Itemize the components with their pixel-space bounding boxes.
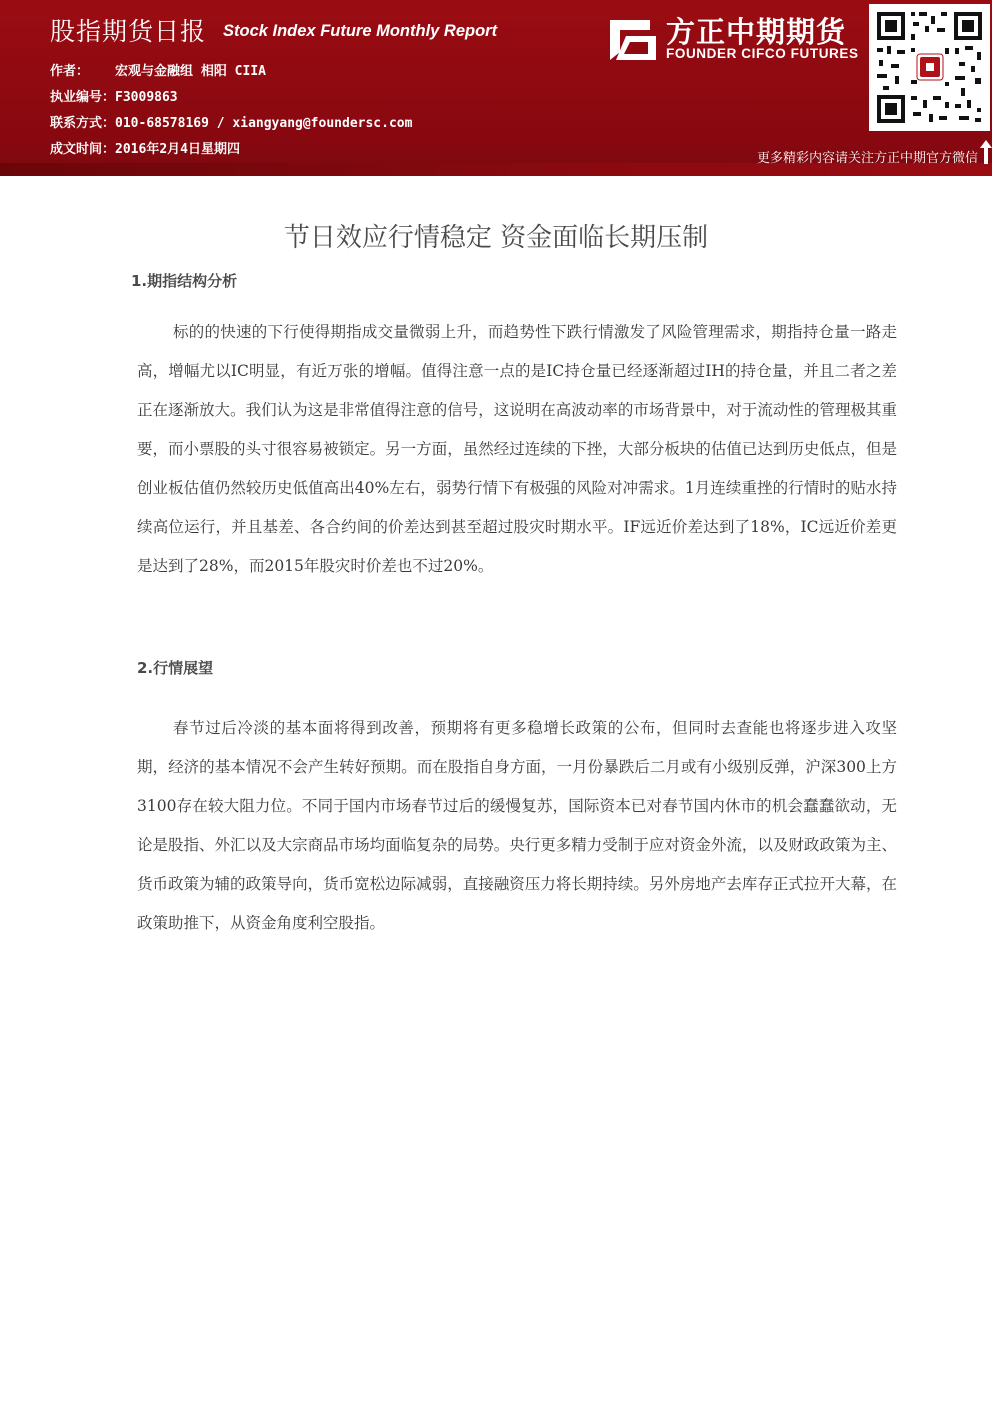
report-header — [0, 0, 992, 176]
logo-text-en: FOUNDER CIFCO FUTURES — [666, 46, 859, 61]
report-title-en: Stock Index Future Monthly Report — [223, 22, 498, 40]
company-logo — [608, 12, 858, 64]
section-heading-outlook: 2.行情展望 — [137, 659, 214, 677]
section-body-structure: 标的的快速的下行使得期指成交量微弱上升，而趋势性下跌行情激发了风险管理需求，期指持仓量一路走高，增幅尤以IC明显，有近万张的增幅。值得注意一点的是IC持仓量已经逐渐超过IH的持仓量，并且二者之差正在逐渐放大。我们认为这是非常值得注意的信号，这说明在高波动率的市场背景中，对于流动性的管理极其重要，而小票股的头寸很容易被锁定。另一方面，虽然经过连续的下挫，大部分板块的估值已达到历史低点，但是创业板估值仍然较历史低值高出40%左右，弱势行情下有极强的风险对冲需求。1月连续重挫的行情时的贴水持续高位运行，并且基差、各合约间的价差达到甚至超过股灾时期水平。IF远近价差达到了18%，IC远近价差更是达到了28%，而2015年股灾时价差也不过20%。 — [137, 323, 897, 575]
logo-text-cn: 方正中期期货 — [666, 15, 847, 49]
contact-line — [50, 112, 412, 131]
contact-label: 联系方式： — [50, 116, 116, 131]
section-body-outlook: 春节过后冷淡的基本面将得到改善，预期将有更多稳增长政策的公布，但同时去查能也将逐步进入攻坚期，经济的基本情况不会产生转好预期。而在股指自身方面，一月份暴跌后二月或有小级别反弹，沪深300上方3100存在较大阻力位。不同于国内市场春节过后的缓慢复苏，国际资本已对春节国内休市的机会蠢蠢欲动，无论是股指、外汇以及大宗商品市场均面临复杂的局势。央行更多精力受制于应对资金外流，以及财政政策为主、货币政策为辅的政策导向，货币宽松边际减弱，直接融资压力将长期持续。另外房地产去库存正式拉开大幕，在政策助推下，从资金角度利空股指。 — [137, 719, 897, 932]
contact-value[interactable]: 010-68578169 / xiangyang@foundersc.com — [115, 116, 413, 131]
date-value: 2016年2月4日星期四 — [115, 142, 240, 157]
license-label: 执业编号： — [50, 90, 116, 105]
logo-mark-icon — [608, 12, 658, 62]
article-title: 节日效应行情稳定 资金面临长期压制 — [283, 223, 709, 253]
wechat-qr-code[interactable] — [869, 4, 990, 131]
arrow-up-icon — [980, 140, 992, 164]
wechat-follow-note: 更多精彩内容请关注方正中期官方微信 — [756, 151, 978, 166]
report-title-cn: 股指期货日报 — [50, 17, 207, 46]
license-value: F3009863 — [115, 90, 178, 105]
author-line — [50, 60, 266, 79]
section-heading-structure: 1.期指结构分析 — [131, 272, 238, 290]
date-line — [50, 138, 240, 157]
qr-code-icon — [869, 4, 990, 131]
date-label: 成文时间： — [50, 142, 116, 157]
author-value: 宏观与金融组 相阳 CIIA — [115, 64, 266, 79]
author-label: 作者： — [50, 64, 90, 79]
license-line — [50, 86, 178, 105]
